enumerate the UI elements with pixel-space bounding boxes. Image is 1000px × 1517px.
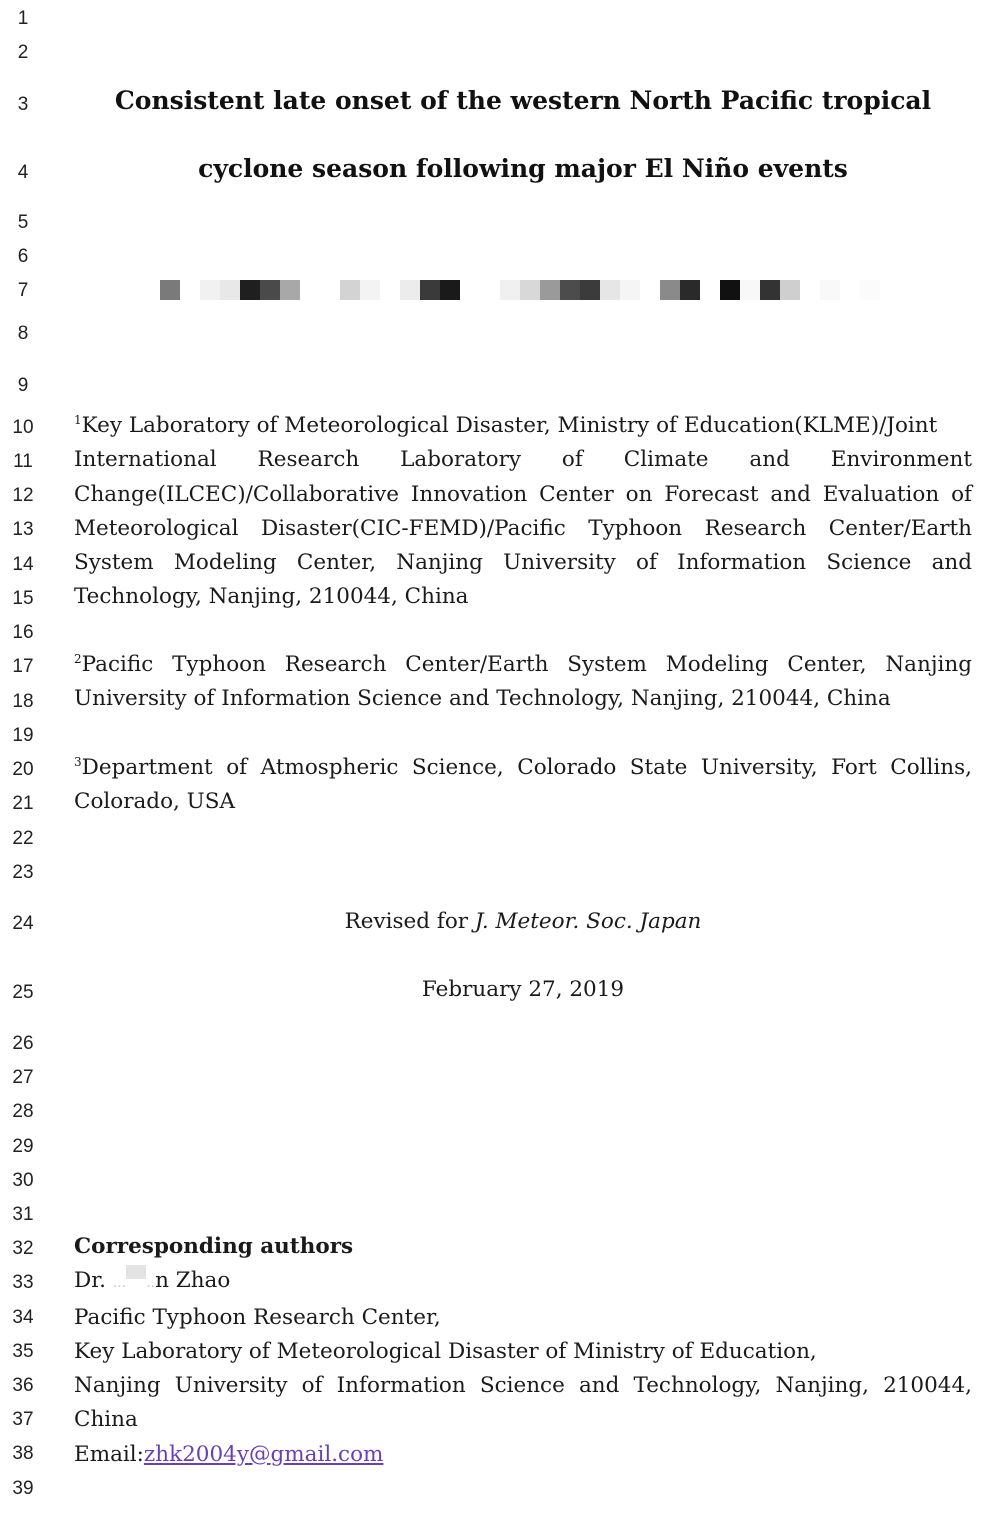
line-number: 8 <box>17 323 29 344</box>
line-number: 3 <box>17 94 29 115</box>
line-number: 23 <box>12 862 34 883</box>
line-number: 1 <box>17 8 29 29</box>
name-suffix: n Zhao <box>155 1268 231 1294</box>
redacted-name-dots: .. <box>146 1275 156 1292</box>
line-number: 15 <box>12 588 34 609</box>
email-link[interactable]: zhk2004y@gmail.com <box>143 1441 384 1467</box>
corresponding-authors-block <box>74 1230 972 1472</box>
line-number: 17 <box>12 656 34 677</box>
revised-for-line <box>74 911 972 933</box>
affiliation-line: Key Laboratory of Meteorological Disaster, Ministry of Education(KLME)/Joint <box>81 413 938 438</box>
revised-prefix: Revised for <box>344 909 475 934</box>
submission-date: February 27, 2019 <box>421 977 625 1002</box>
line-number: 14 <box>12 554 34 575</box>
journal-name: J. Meteor. Soc. Japan <box>474 909 702 934</box>
line-number: 33 <box>12 1272 34 1293</box>
paper-title-line-1: Consistent late onset of the western North Pacific tropical <box>114 86 932 115</box>
line-number: 10 <box>12 417 34 438</box>
line-number: 2 <box>17 42 29 63</box>
affiliation-line: Meteorological Disaster(CIC-FEMD)/Pacific Typhoon Research Center/Earth <box>74 515 972 541</box>
email-line <box>74 1438 972 1472</box>
corresponding-author-name <box>74 1264 972 1300</box>
line-number: 16 <box>12 622 34 643</box>
affiliation-line: Pacific Typhoon Research Center/Earth System Modeling Center, Nanjing <box>81 652 972 677</box>
affiliation-1 <box>74 409 972 615</box>
line-number: 36 <box>12 1375 34 1396</box>
affiliation-line: Department of Atmospheric Science, Colorado State University, Fort Collins, <box>81 755 972 780</box>
correspondence-line: Key Laboratory of Meteorological Disaster of Ministry of Education, <box>74 1338 817 1364</box>
line-number: 12 <box>12 485 34 506</box>
line-number: 13 <box>12 519 34 540</box>
line-number: 18 <box>12 691 34 712</box>
line-number: 32 <box>12 1238 34 1259</box>
line-number: 24 <box>12 913 34 934</box>
line-number: 6 <box>17 246 29 267</box>
email-label: Email: <box>74 1441 144 1467</box>
line-number: 38 <box>12 1443 34 1464</box>
affiliation-line: Colorado, USA <box>74 789 236 815</box>
line-number: 27 <box>12 1067 34 1088</box>
affiliation-line: Change(ILCEC)/Collaborative Innovation Center on Forecast and Evaluation of <box>74 481 972 507</box>
line-number: 28 <box>12 1101 34 1122</box>
line-number: 21 <box>12 793 34 814</box>
redacted-name-block <box>126 1265 146 1279</box>
redacted-author-names <box>160 280 880 300</box>
affiliation-line: International Research Laboratory of Climate and Environment <box>74 447 972 473</box>
line-number: 37 <box>12 1409 34 1430</box>
affiliation-line: University of Information Science and Technology, Nanjing, 210044, China <box>74 686 891 712</box>
line-number: 29 <box>12 1136 34 1157</box>
redacted-name-dots: ... <box>112 1275 127 1292</box>
line-number: 22 <box>12 828 34 849</box>
line-number: 5 <box>17 212 29 233</box>
line-number: 25 <box>12 982 34 1003</box>
paper-title-line-2: cyclone season following major El Niño events <box>198 154 848 183</box>
line-number: 35 <box>12 1341 34 1362</box>
affiliation-line: Technology, Nanjing, 210044, China <box>74 584 469 610</box>
correspondence-line: China <box>74 1407 138 1433</box>
line-number: 11 <box>13 451 33 472</box>
line-number: 39 <box>12 1478 34 1499</box>
correspondence-line: Nanjing University of Information Science and Technology, Nanjing, 210044, <box>74 1373 972 1399</box>
corresponding-heading: Corresponding authors <box>74 1234 354 1259</box>
affiliation-3 <box>74 751 972 820</box>
line-number: 20 <box>12 759 34 780</box>
line-number: 34 <box>12 1307 34 1328</box>
name-prefix: Dr. <box>74 1268 113 1294</box>
affiliation-line: System Modeling Center, Nanjing University of Information Science and <box>74 550 972 576</box>
affiliation-2 <box>74 648 972 717</box>
correspondence-line: Pacific Typhoon Research Center, <box>74 1304 441 1330</box>
affiliation-marker: 3 <box>74 755 82 769</box>
line-number: 4 <box>17 162 29 183</box>
affiliation-marker: 1 <box>74 413 82 427</box>
line-number: 19 <box>12 725 34 746</box>
line-number: 26 <box>12 1033 34 1054</box>
line-number: 30 <box>12 1170 34 1191</box>
line-number: 31 <box>12 1204 34 1225</box>
affiliation-marker: 2 <box>74 652 82 666</box>
line-number: 7 <box>17 280 29 301</box>
line-number: 9 <box>17 375 29 396</box>
